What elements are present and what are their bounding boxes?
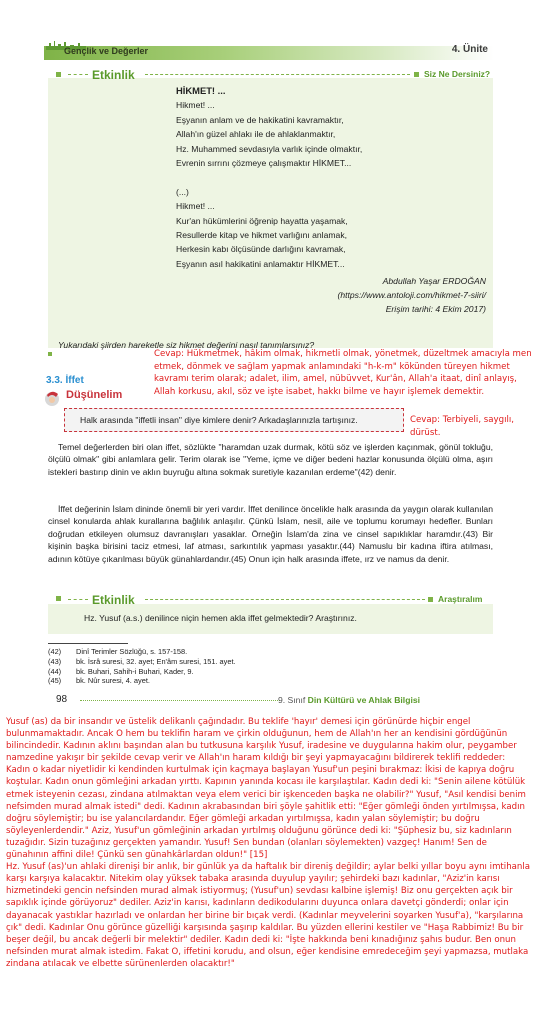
- paragraph-iffet-islam: İffet değerinin İslam dininde önemli bir yeri vardır. İffet denilince öncelikle halk arasında da yaygın olarak kullanılan cinsel konularda ahlak kurallarına bağlılık anlaşılır. Çünkü İslam, nesil, aile ve toplumu korumayı hedefler. Bunları doğrudan etkileyen olumsuz davranışları yasaklar. Örneğin İslam'da zina ve cinsel sapıklıklar haramdır.(43) Bir kişinin başka birisini taciz etmesi, laf atması, sarkıntılık yapması yasaktır.(44) Namuslu bir kadına iftira atılması, adının kötüye çıkarılması büyük günahlardandır.(45) Onun için halk arasında iffete, ırz ve namus da denir.: [48, 504, 493, 564]
- footnote-text: bk. İsrâ suresi, 32. ayet; En'âm suresi, 151. ayet.: [76, 656, 236, 666]
- activity2-dot-icon: [56, 596, 61, 601]
- activity2-badge: Araştıralım: [438, 594, 483, 604]
- poem-attribution: [337, 274, 486, 316]
- thinking-head-icon: [44, 388, 64, 408]
- activity2-badge-dot-icon: [428, 597, 433, 602]
- story-paragraph: Kadın o kadar niyetlidir ki kendinden kurtulmak için kaçmaya başlayan Yusuf'un peşini bırakmaz: İkisi de kapıya doğru koştular. Kadın onun gömleğini arkadan yırttı. Kapının yanında kocası ile karşılaştılar. Kadın dedi ki: "Senin ailene kötülük etmek isteyenin cezası, zindana atılmaktan veya elem verici bir işkenceden başka ne olabilir?" Yusuf, "Asıl kendisi benim nefsimden murad almak istedi" dedi. Kadının akrabasından biri şöyle şahitlik etti: "Eğer gömleği önden yırtılmışsa, kadın doğru söylemiştir; bu ise yalancılardandır. Eğer gömleği arkadan yırtılmışsa, kadın yalan söylemiştir; bu doğru söyleyenlerdendir." Aziz, Yusuf'un gömleğinin arkadan yırtılmış olduğunu görünce dedi ki: "Şüphesiz bu, siz kadınların tuzağıdır. Sizin tuzağınız gerçekten yamandır. Yusuf! Sen bundan (olanları söylemekten) vazgeç! Hanım! Sen de günahının affini dile! Çünkü sen günahkârlardan oldun!" [15]: [6, 765, 526, 861]
- poem-line: (...): [176, 186, 189, 197]
- footnote-number: (45): [48, 676, 62, 686]
- activity2-title: Etkinlik: [92, 593, 135, 607]
- footnote-text: Dinî Terimler Sözlüğü, s. 157-158.: [76, 647, 188, 656]
- header-unit-title: Gençlik ve Değerler: [64, 46, 149, 56]
- activity-rule-right: [145, 74, 410, 75]
- activity-question: Yukarıdaki şiirden hareketle siz hikmet değerini nasıl tanımlarsınız?: [58, 340, 315, 350]
- poem-line: Hikmet! ...: [176, 100, 215, 111]
- dusunelim-title: Düşünelim: [66, 389, 123, 401]
- footer-course-name: Din Kültürü ve Ahlak Bilgisi: [307, 695, 420, 705]
- activity-badge-dot-icon: [414, 72, 419, 77]
- footnote-text: bk. Nûr suresi, 4. ayet.: [76, 676, 150, 686]
- poem-source-link[interactable]: (https://www.antoloji.com/hikmet-7-siiri/: [337, 290, 486, 300]
- poem-line: Eşyanın asıl hakikatini anlamaktır HİKMET...: [176, 258, 345, 269]
- activity2-rule-left: [68, 599, 88, 600]
- story-paragraph: Hz. Yusuf (as)'un ahlaki direnişi bir anlık, bir günlük ya da haftalık bir direniş değildir; aylar belki yıllar boyu aynı imtihanla karşı karşıya kalacaktır. Nitekim olay yüksek tabaka arasında duyulup yayılır; şehirdeki bazı kadınlar, "Aziz'in karısı hizmetindeki gencin nefsinden murad almak istiyormuş; (Yusuf'un) sevdası kalbine işlemiş! Biz onu gerçekten açık bir sapıklık içinde görüyoruz" dediler. Aziz'in karısı, kadınların dedikodularını duyunca onlara davetçi gönderdi; onlar için dayanacak yastıklar hazırladı ve onlardan her birine bir bıçak verdi. (Kadınlar meyvelerini soyarken Yusuf'a), "karşılarına çık" dedi. Kadınlar Onu görünce güzelliği karşısında şaşırıp kaldılar. Bu yüzden ellerini kestiler ve "Haşa Rabbimiz! Bu bir beşer değil, bu ancak değerli bir melektir" dediler. Kadın dedi ki: "İşte hakkında beni kınadığınız şahıs budur. Ben onun nefsinden murat almak istedim. Fakat O, iffetini korudu, and olsun, eğer kendisine emredeceğim şeyi yapmazsa, mutlaka zindana atılacak ve elbette sürünenlerden olacaktır!": [6, 862, 531, 969]
- header-unit-number: 4. Ünite: [451, 44, 488, 55]
- footnote-text: bk. Buhari, Sahih-i Buhari, Kader, 9.: [76, 666, 194, 676]
- footnote-number: (42): [48, 647, 62, 656]
- footer-divider: [80, 700, 280, 701]
- poem-access-date: Erişim tarihi: 4 Ekim 2017): [385, 304, 486, 314]
- poem-line: Allah'ın güzel ahlakı ile de ahlaklanmaktır,: [176, 129, 336, 140]
- page-header: [44, 40, 494, 62]
- footnote-item: [48, 667, 236, 677]
- activity-title: Etkinlik: [92, 68, 135, 82]
- answer-hikmet: Cevap: Hükmetmek, hâkim olmak, hikmetli olmak, yönetmek, düzeltmek amacıyla men etmek, dönmek ve sağlam yapmak anlamındaki "h-k-m" kökünden türeyen hikmet kavramı terim olarak; adalet, ilim, amel, nübüvvet, Kur'ân, Allah'a itaat, dinî anlayış, Allah korkusu, akıl, söz ve işte isabet, hakkı bilme ve hayır işlemek demektir.: [154, 349, 532, 397]
- activity-rule-left: [68, 74, 88, 75]
- footnotes: [48, 647, 236, 686]
- activity-end-dot-icon: [48, 352, 52, 356]
- footnote-number: (43): [48, 656, 62, 666]
- footnote-item: [48, 657, 236, 667]
- poem-line: [176, 170, 362, 184]
- activity2-question: Hz. Yusuf (a.s.) denilince niçin hemen akla iffet gelmektedir? Araştırınız.: [84, 613, 357, 623]
- poem-line: Hz. Muhammed sevdasıyla varlık içinde olmaktır,: [176, 143, 363, 154]
- footer-course: [278, 695, 420, 705]
- poem-line: Evrenin sırrını çözmeye çalışmaktır HİKMET...: [176, 158, 352, 169]
- poem-line: Resullerde kitap ve hikmet varlığını anlamak,: [176, 230, 347, 241]
- poem: [176, 84, 362, 271]
- activity-dot-icon: [56, 72, 61, 77]
- activity-badge: Siz Ne Dersiniz?: [424, 69, 491, 79]
- poem-title: HİKMET! ...: [176, 85, 226, 96]
- footnote-divider: [48, 643, 128, 644]
- poem-line: Herkesin kabı ölçüsünde darlığını kavramak,: [176, 244, 346, 255]
- answer-iffetli-insan: Cevap: Terbiyeli, saygılı, dürüst.: [410, 415, 514, 438]
- poem-author: Abdullah Yaşar ERDOĞAN: [382, 276, 486, 286]
- section-title: 3.3. İffet: [46, 375, 84, 386]
- activity2-rule-right: [145, 599, 425, 600]
- footnote-item: [48, 676, 236, 686]
- poem-line: Eşyanın anlam ve de hakikatini kavramaktır,: [176, 114, 344, 125]
- footnote-number: (44): [48, 666, 62, 676]
- paragraph-iffet-definition: Temel değerlerden biri olan iffet, sözlükte "haramdan uzak durmak, kötü söz ve işlerden kaçınmak, gönül tokluğu, ölçülü olmak" gibi anlamlara gelir. Terim olarak ise "Yeme, içme ve diğer bedeni hazlar konusunda ölçülü olma, aşırı istekleri bastırıp dinin ve aklın buyruğu altına sokmak suretiyle kazanılan erdeme"(42) denir.: [48, 442, 493, 477]
- footer-grade: 9. Sınıf: [278, 695, 306, 705]
- dusunelim-question: Halk arasında "iffetli insan" diye kimlere denir? Arkadaşlarınızla tartışınız.: [80, 415, 358, 425]
- yusuf-story: [6, 716, 532, 970]
- poem-line: Kur'an hükümlerini öğrenip hayatta yaşamak,: [176, 215, 348, 226]
- story-paragraph: Yusuf (as) da bir insandır ve üstelik delikanlı çağındadır. Bu teklife 'hayır' demesi için görünürde hiçbir engel bulunmamaktadır. Ancak O hem bu teklifin haram ve çirkin olduğunun, hem de Allah'ın her an kendisini gördüğünün bilincindedir. Kadının aklını başından alan bu tutkusuna karşılık Yusuf, iradesine ve duygularına hakim olur, peygamber namzedine yakışır bir şekilde cevap verir ve Allah'ın haram kıldığı bir şeyi yapmayacağını bildirerek teklifi reddeder:: [6, 717, 517, 764]
- footnote-item: [48, 647, 236, 657]
- page-number: 98: [56, 694, 68, 705]
- poem-line: Hikmet! ...: [176, 201, 215, 212]
